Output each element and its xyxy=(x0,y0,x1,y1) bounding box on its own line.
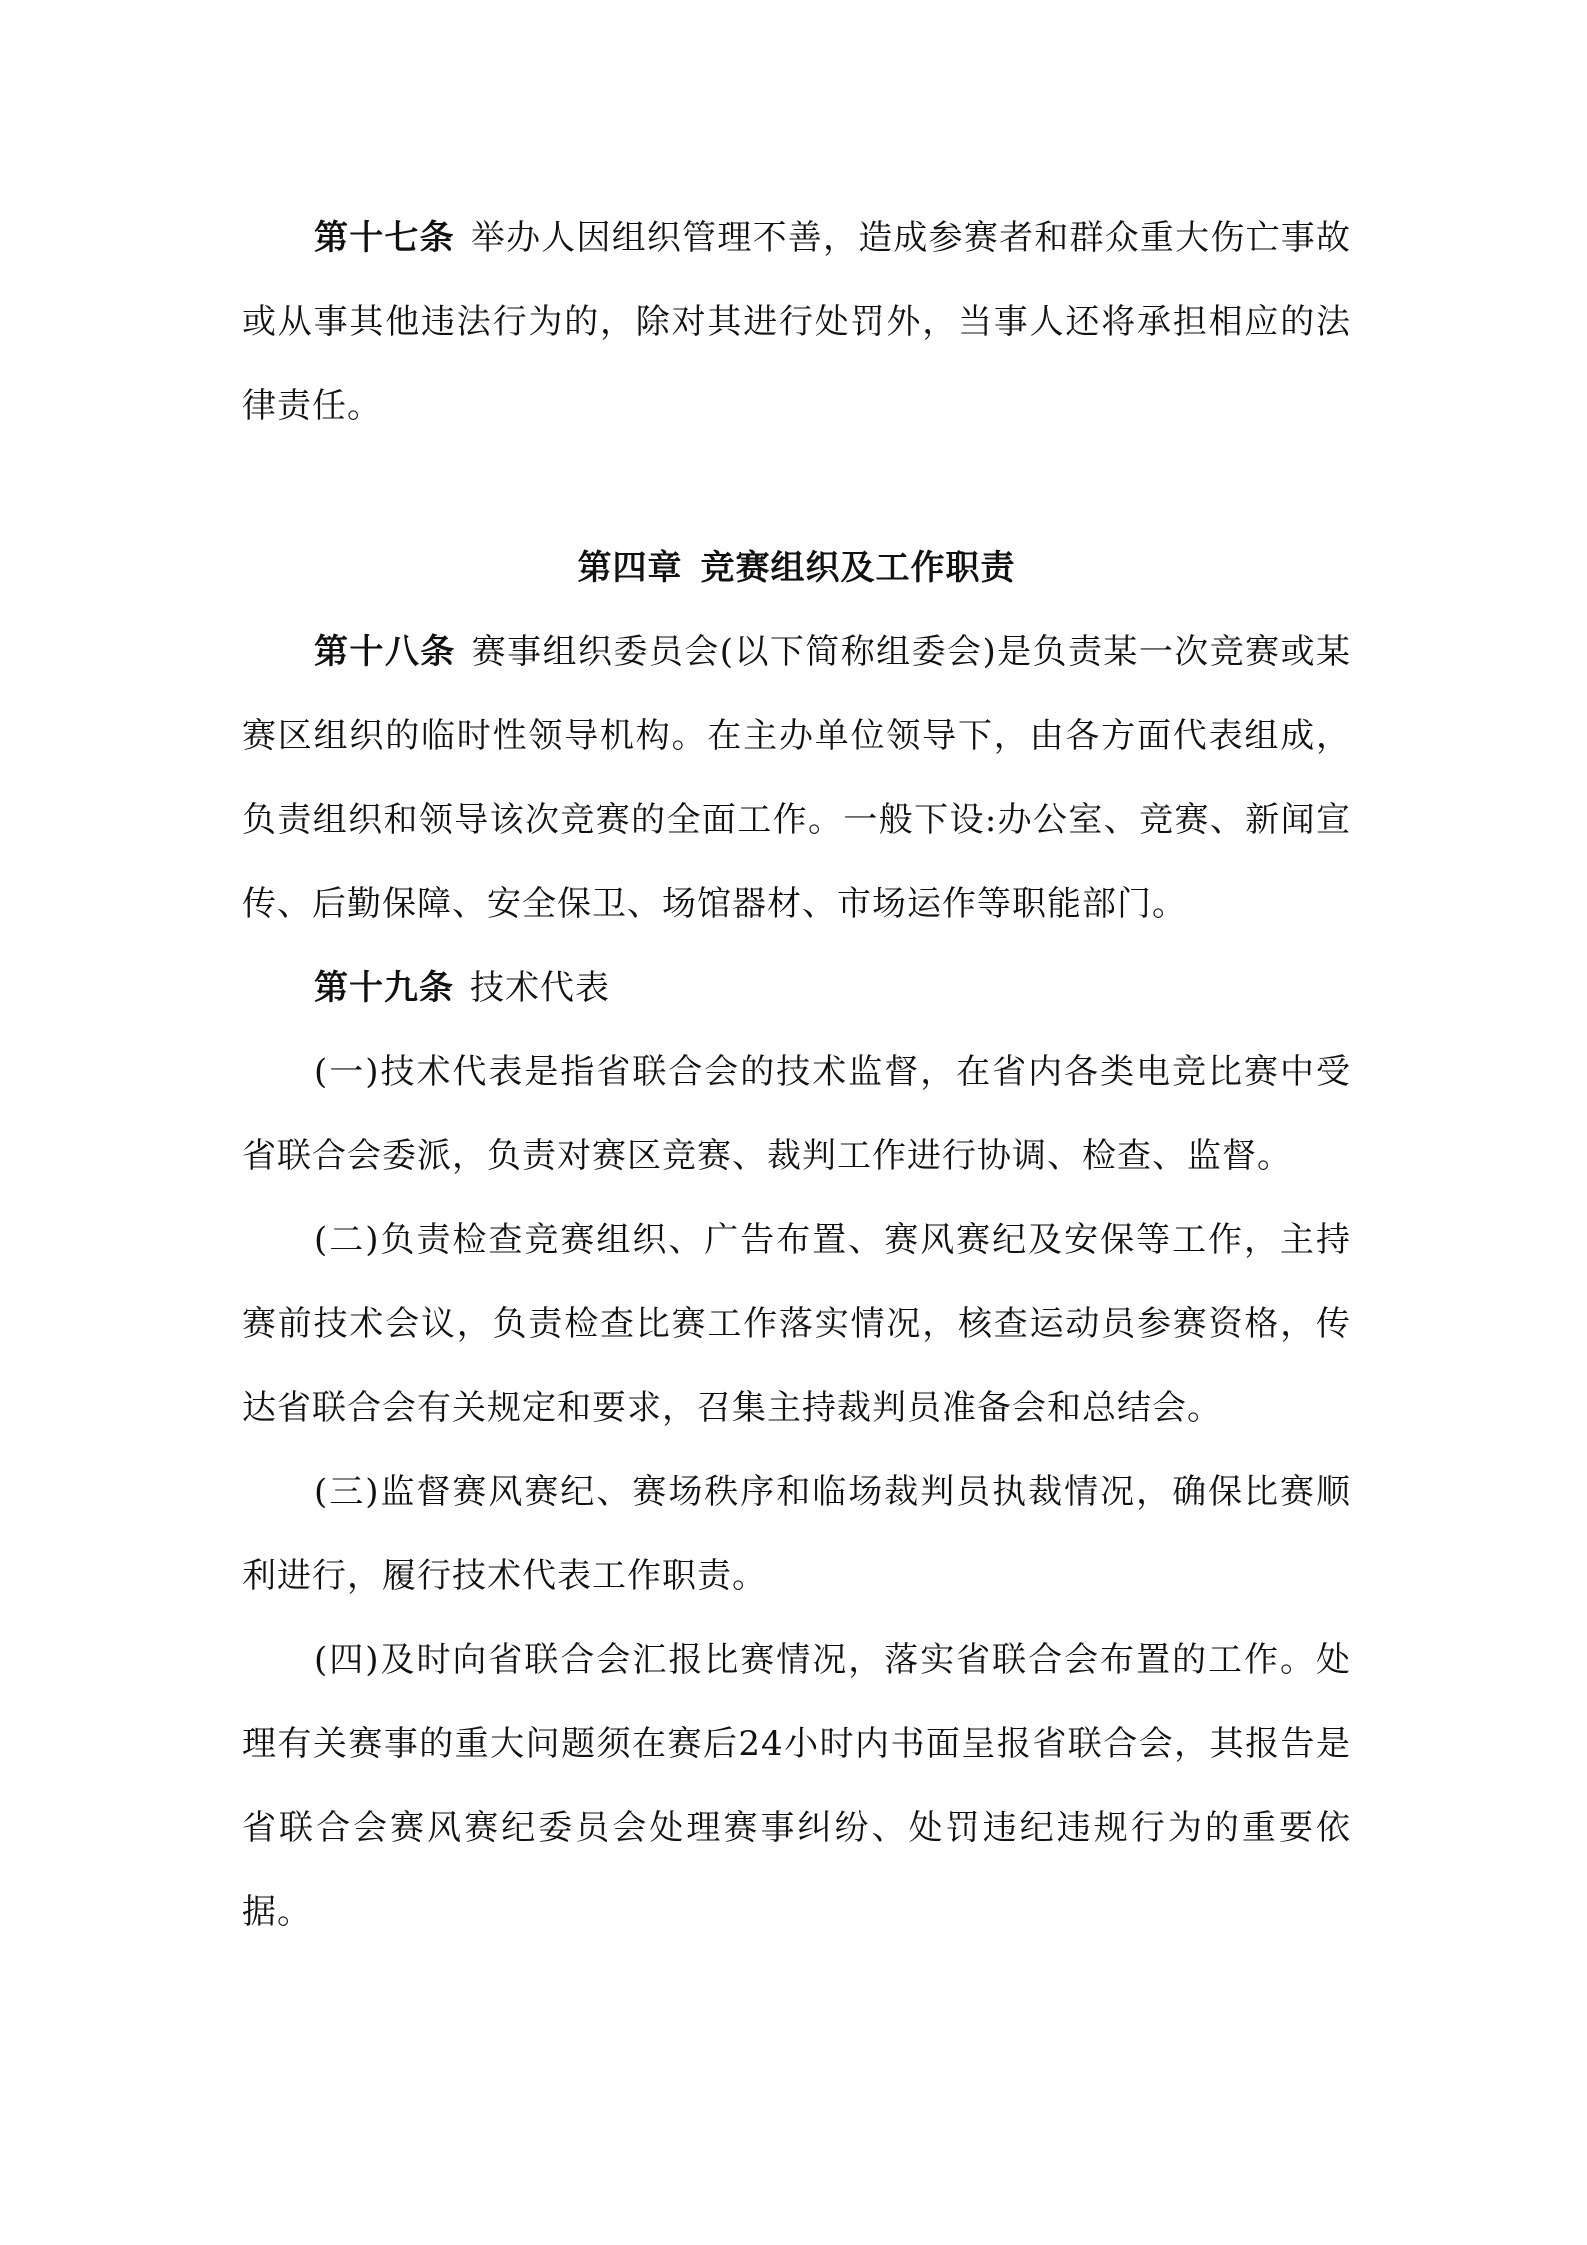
article-17-paragraph xyxy=(242,196,1351,448)
article-19-item-1: (一)技术代表是指省联合会的技术监督，在省内各类电竞比赛中受省联合会委派，负责对赛区竞赛、裁判工作进行协调、检查、监督。 xyxy=(242,1052,1351,1176)
article-17-text: 举办人因组织管理不善，造成参赛者和群众重大伤亡事故或从事其他违法行为的，除对其进行处罚外，当事人还将承担相应的法律责任。 xyxy=(242,218,1352,426)
article-18-paragraph xyxy=(242,610,1351,946)
article-19-title: 技术代表 xyxy=(470,968,610,1008)
chapter-4-title: 竞赛组织及工作职责 xyxy=(700,548,1016,588)
article-19-item-2: (二)负责检查竞赛组织、广告布置、赛风赛纪及安保等工作，主持赛前技术会议，负责检查比赛工作落实情况，核查运动员参赛资格，传达省联合会有关规定和要求，召集主持裁判员准备会和总结会。 xyxy=(242,1220,1351,1428)
article-19-number: 第十九条 xyxy=(314,968,454,1008)
article-18-text: 赛事组织委员会(以下简称组委会)是负责某一次竞赛或某赛区组织的临时性领导机构。在主办单位领导下，由各方面代表组成，负责组织和领导该次竞赛的全面工作。一般下设:办公室、竞赛、新闻宣传、后勤保障、安全保卫、场馆器材、市场运作等职能部门。 xyxy=(242,632,1352,924)
chapter-4-heading xyxy=(242,526,1351,610)
article-19-item-3: (三)监督赛风赛纪、赛场秩序和临场裁判员执裁情况，确保比赛顺利进行，履行技术代表工作职责。 xyxy=(242,1472,1351,1596)
article-18-number: 第十八条 xyxy=(314,632,456,672)
article-19-heading xyxy=(242,946,1351,1030)
chapter-4-number: 第四章 xyxy=(577,548,683,588)
article-17-number: 第十七条 xyxy=(314,218,455,258)
article-19-item-4: (四)及时向省联合会汇报比赛情况，落实省联合会布置的工作。处理有关赛事的重大问题须在赛后24小时内书面呈报省联合会，其报告是省联合会赛风赛纪委员会处理赛事纠纷、处罚违纪违规行为的重要依据。 xyxy=(242,1640,1351,1932)
